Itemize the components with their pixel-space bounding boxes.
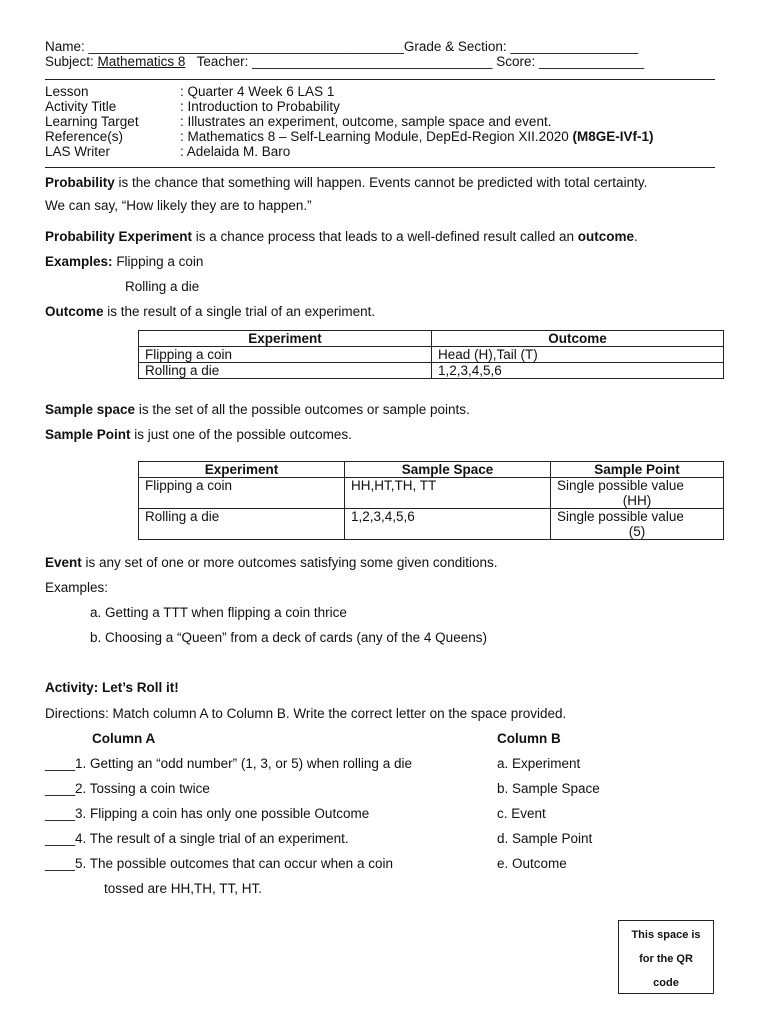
info-label-learning-target: Learning Target: [45, 114, 139, 129]
reference-code: (M8GE-IVf-1): [572, 129, 654, 144]
subject-row: [45, 54, 644, 69]
choice-c: c. Event: [497, 806, 546, 821]
event-example-a: a. Getting a TTT when flipping a coin thrice: [90, 605, 347, 620]
sample-point-example: (HH): [622, 493, 652, 508]
examples-label: Examples:: [45, 254, 113, 269]
sample-space-definition: [45, 402, 470, 417]
info-value-learning-target: : Illustrates an experiment, outcome, sample space and event.: [180, 114, 552, 129]
table-header: Outcome: [432, 331, 724, 347]
match-item-5-continued: tossed are HH,TH, TT, HT.: [104, 881, 263, 896]
column-a-header: Column A: [92, 731, 156, 746]
choice-a: a. Experiment: [497, 756, 581, 771]
table-cell: [551, 509, 724, 540]
table-header: Sample Space: [345, 462, 551, 478]
sample-point-value: Single possible value: [557, 478, 684, 493]
outcome-word: outcome: [577, 229, 635, 244]
outcome-term: Outcome: [45, 304, 104, 319]
sample-point-text: is just one of the possible outcomes.: [130, 427, 352, 442]
info-label-las-writer: LAS Writer: [45, 144, 111, 159]
sample-point-definition: [45, 427, 352, 442]
activity-title: Activity: Let’s Roll it!: [45, 680, 179, 695]
examples-label-2: Examples:: [45, 580, 109, 595]
sample-point-term: Sample Point: [45, 427, 131, 442]
name-row: [45, 39, 638, 54]
outcome-definition: [45, 304, 375, 319]
table-row: [139, 509, 724, 540]
table-cell: 1,2,3,4,5,6: [432, 363, 724, 379]
sample-space-text: is the set of all the possible outcomes or sample points.: [135, 402, 470, 417]
info-value-references: [180, 129, 653, 144]
table-header: Experiment: [139, 462, 345, 478]
table-cell: HH,HT,TH, TT: [345, 478, 551, 509]
event-example-b: b. Choosing a “Queen” from a deck of cards (any of the 4 Queens): [90, 630, 487, 645]
table-cell: Head (H),Tail (T): [432, 347, 724, 363]
table-cell: [551, 478, 724, 509]
choice-e: e. Outcome: [497, 856, 567, 871]
probability-definition: [45, 175, 647, 190]
info-value-las-writer: : Adelaida M. Baro: [180, 144, 291, 159]
table-cell: Rolling a die: [139, 509, 345, 540]
match-item-1[interactable]: ____1. Getting an “odd number” (1, 3, or 5) when rolling a die: [45, 756, 412, 771]
subject-value: Mathematics 8: [97, 54, 186, 69]
name-field[interactable]: __________________________________________: [88, 39, 404, 54]
match-item-4[interactable]: ____4. The result of a single trial of an experiment.: [45, 831, 349, 846]
qr-text-line: This space is: [631, 929, 701, 941]
table-cell: 1,2,3,4,5,6: [345, 509, 551, 540]
event-term: Event: [45, 555, 82, 570]
probability-term: Probability: [45, 175, 115, 190]
example-flipping: Flipping a coin: [116, 254, 204, 269]
outcome-table: [138, 330, 724, 379]
info-label-references: Reference(s): [45, 129, 124, 144]
event-definition: [45, 555, 497, 570]
table-row: [139, 478, 724, 509]
name-label: Name:: [45, 39, 85, 54]
divider-info: [45, 167, 715, 168]
match-item-5[interactable]: ____5. The possible outcomes that can occur when a coin: [45, 856, 393, 871]
sample-space-term: Sample space: [45, 402, 136, 417]
probability-text: is the chance that something will happen. Events cannot be predicted with total certainty.: [114, 175, 648, 190]
match-item-2[interactable]: ____2. Tossing a coin twice: [45, 781, 210, 796]
score-field[interactable]: ______________: [538, 54, 645, 69]
sample-point-value: Single possible value: [557, 509, 684, 524]
table-row: [139, 347, 724, 363]
qr-text-line: for the QR: [639, 953, 693, 965]
divider-top: [45, 79, 715, 80]
experiment-end: .: [634, 229, 638, 244]
likely-text: We can say, “How likely they are to happen.”: [45, 198, 312, 213]
examples-row: [45, 254, 203, 269]
teacher-field[interactable]: ________________________________: [252, 54, 493, 69]
teacher-label: Teacher:: [196, 54, 249, 69]
table-header-row: [139, 462, 724, 478]
qr-code-placeholder: [618, 920, 714, 994]
qr-text-line: code: [653, 977, 679, 989]
outcome-text: is the result of a single trial of an experiment.: [103, 304, 376, 319]
choice-d: d. Sample Point: [497, 831, 593, 846]
sample-space-table: [138, 461, 724, 540]
activity-directions: Directions: Match column A to Column B. Write the correct letter on the space provided.: [45, 706, 567, 721]
experiment-definition: [45, 229, 638, 244]
info-label-lesson: Lesson: [45, 84, 89, 99]
table-cell: Rolling a die: [139, 363, 432, 379]
table-cell: Flipping a coin: [139, 347, 432, 363]
subject-label: Subject:: [45, 54, 94, 69]
example-rolling: Rolling a die: [125, 279, 200, 294]
table-header: Experiment: [139, 331, 432, 347]
table-row: [139, 363, 724, 379]
sample-point-example: (5): [628, 524, 646, 539]
info-value-lesson: : Quarter 4 Week 6 LAS 1: [180, 84, 335, 99]
reference-text: : Mathematics 8 – Self-Learning Module, DepEd-Region XII.2020: [180, 129, 569, 144]
experiment-text: is a chance process that leads to a well-defined result called an: [192, 229, 578, 244]
info-label-activity-title: Activity Title: [45, 99, 117, 114]
experiment-term: Probability Experiment: [45, 229, 193, 244]
grade-label: Grade & Section:: [403, 39, 507, 54]
column-b-header: Column B: [497, 731, 561, 746]
table-cell: Flipping a coin: [139, 478, 345, 509]
match-item-3[interactable]: ____3. Flipping a coin has only one possible Outcome: [45, 806, 370, 821]
choice-b: b. Sample Space: [497, 781, 600, 796]
table-header: Sample Point: [551, 462, 724, 478]
info-value-activity-title: : Introduction to Probability: [180, 99, 340, 114]
score-label: Score:: [496, 54, 536, 69]
grade-field[interactable]: _________________: [510, 39, 639, 54]
event-text: is any set of one or more outcomes satisfying some given conditions.: [81, 555, 498, 570]
table-header-row: [139, 331, 724, 347]
